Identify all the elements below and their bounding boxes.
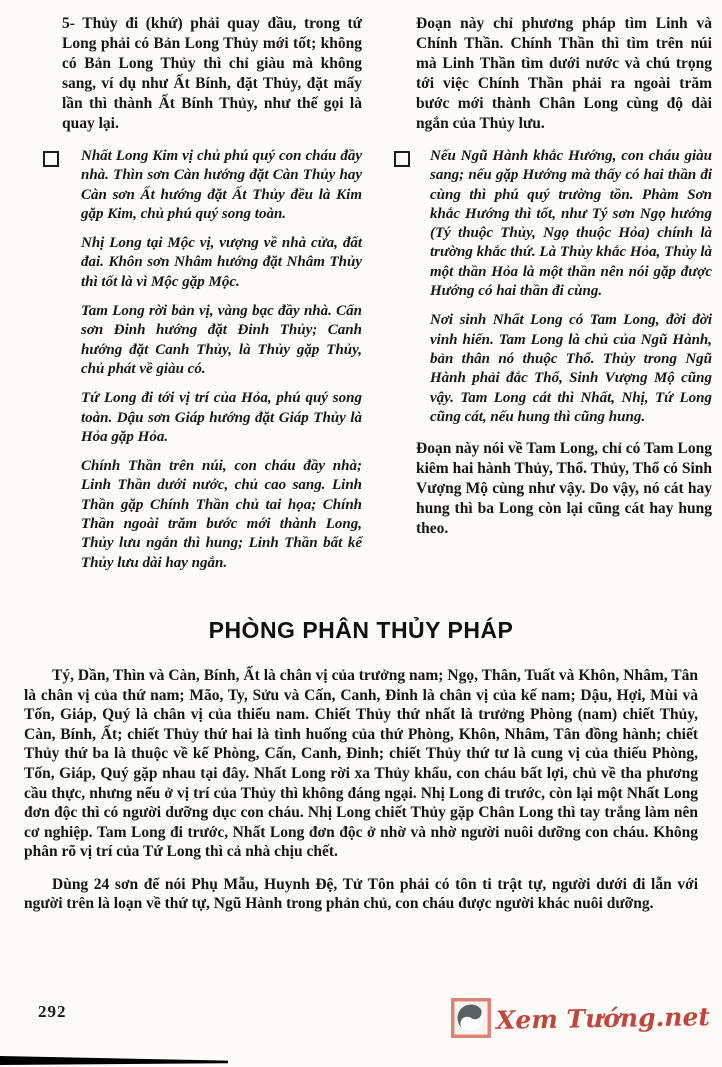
- bullet-paragraph: Nhị Long tại Mộc vị, vượng về nhà cửa, đất đai. Khôn sơn Nhâm hướng đặt Nhâm Thủy thì tốt là vì Mộc gặp Mộc.: [81, 235, 362, 290]
- right-bullet-paragraphs: [430, 147, 712, 437]
- square-bullet-icon: [394, 151, 410, 167]
- watermark-text: Xem Tướng.net: [495, 1001, 711, 1035]
- page-number: 292: [38, 1002, 67, 1021]
- bullet-paragraph: Tam Long rời bản vị, vàng bạc đầy nhà. Cấn sơn Đinh hướng đặt Đinh Thủy; Canh hướng đặt Canh Thủy, là Thủy gặp Thủy, chủ phát về giàu có.: [81, 303, 362, 377]
- right-bullet-block: [392, 147, 712, 437]
- commentary-paragraph: Đoạn này nói về Tam Long, chỉ có Tam Long kiêm hai hành Thủy, Thổ. Thủy, Thổ có Sinh Vượng Mộ cùng như vậy. Do vậy, nó cát hay hung thì ba Long còn lại cũng cát hay hung theo.: [416, 440, 712, 538]
- section-heading: PHÒNG PHÂN THỦY PHÁP: [208, 616, 514, 643]
- watermark: [451, 998, 710, 1038]
- section-paragraph: Tý, Dần, Thìn và Càn, Bính, Ất là chân vị của trưởng nam; Ngọ, Thân, Tuất và Khôn, Nhâm, Tân là chân vị của thứ nam; Mão, Ty, Sửu và Cấn, Canh, Đinh là chân vị của kế nam; Dậu, Hợi, Mùi và Tốn, Giáp, Quý là chân vị của thiếu nam. Chiết Thủy thứ nhất là trưởng Phòng (nam) chiết Thủy, Càn, Bính, Ất; chiết Thủy thứ hai là tình huống của thứ Phòng, Khôn, Nhâm, Tân đồng hành; chiết Thủy thứ ba là thuộc về kế Phòng, Cấn, Canh, Đinh; chiết Thủy thứ tư là cung vị của thiếu Phòng, Tốn, Giáp, Quý gặp nhau tại đây. Nhất Long rời xa Thủy khẩu, con cháu bất lợi, chủ về tha phương cầu thực, nhưng nếu ở vị trí của Thủy thì không đáng ngại. Nhị Long đi trước, còn lại một Nhất Long đơn độc thì có người dưỡng dục con cháu. Nhị Long chiết Thủy gặp Chân Long thì tay trắng làm nên cơ nghiệp. Tam Long đi trước, Nhất Long đơn độc ở nhờ và nhờ người nuôi dưỡng con cháu. Không phân rõ vị trí của Tứ Long thì cả nhà chịu chết.: [24, 666, 698, 861]
- yin-yang-icon: [451, 998, 491, 1038]
- numbered-paragraph: 5- Thủy đi (khứ) phải quay đầu, trong tứ Long phải có Bản Long Thủy mới tốt; không có Bản Long Thủy thì chỉ giàu mà không sang, ví dụ như Ất Bính, đặt Thủy, đặt mấy lần thì thành Ất Bính Thủy, như thế gọi là quay lại.: [62, 15, 362, 132]
- bullet-paragraph: Nơi sinh Nhất Long có Tam Long, đời đời vinh hiển. Tam Long là chủ của Ngũ Hành, bản thân nó thuộc Thổ. Thủy trong Ngũ Hành phải đắc Thổ, Sinh Vượng Mộ cũng vậy. Tam Long cát thì Nhất, Nhị, Tứ Long cũng cát, nếu hung thì cũng hung.: [430, 312, 712, 425]
- square-bullet-icon: [43, 151, 59, 167]
- scan-edge-artifact: [0, 1056, 228, 1065]
- section-paragraph: Dùng 24 sơn để nói Phụ Mẫu, Huynh Đệ, Tử Tôn phải có tôn ti trật tự, người dưới đi lẫn với người trên là loạn về thứ tự, Ngũ Hành trong phản chủ, con cháu được người khác nuôi dưỡng.: [24, 875, 698, 913]
- left-bullet-paragraphs: [81, 147, 362, 583]
- bullet-paragraph: Nếu Ngũ Hành khắc Hướng, con cháu giàu sang; nếu gặp Hướng mà thấy có hai thần đi cùng thì phú quý trường tồn. Phàm Sơn khắc Hướng thì tốt, như Tý sơn Ngọ hướng (Tý thuộc Thủy, Ngọ thuộc Hỏa) chính là trường khắc thứ. Là Thủy khắc Hỏa, Thủy là một thần Hỏa là một thần nên nói gặp được Hướng có hai thần đi cùng.: [430, 148, 712, 300]
- bullet-paragraph: Chính Thần trên núi, con cháu đầy nhà; Linh Thần dưới nước, chủ cao sang. Linh Thần gặp Chính Thần chủ tai họa; Chính Thần ngoài trăm bước mới thành Long, Thủy lưu ngắn thì hung; Linh Thần bất kể Thủy lưu dài hay ngắn.: [81, 458, 362, 571]
- left-bullet-block: [36, 147, 362, 583]
- commentary-paragraph: Đoạn này chỉ phương pháp tìm Linh và Chính Thần. Chính Thần thì tìm trên núi mà Linh Thần tìm dưới nước và chú trọng tới việc Chính Thần phải ra ngoài trăm bước mới thành Chân Long cùng độ dài ngắn của Thủy lưu.: [416, 15, 712, 132]
- bullet-paragraph: Tứ Long đi tới vị trí của Hỏa, phú quý song toàn. Dậu sơn Giáp hướng đặt Giáp Thủy là Hỏa gặp Hỏa.: [81, 390, 362, 445]
- left-column: [36, 14, 362, 583]
- bullet-paragraph: Nhất Long Kim vị chủ phú quý con cháu đầy nhà. Thìn sơn Càn hướng đặt Càn Thủy hay Càn sơn Ất hướng đặt Ất Thủy đều là Kim gặp Kim, chủ phú quý song toàn.: [81, 148, 362, 222]
- right-column: [392, 14, 712, 583]
